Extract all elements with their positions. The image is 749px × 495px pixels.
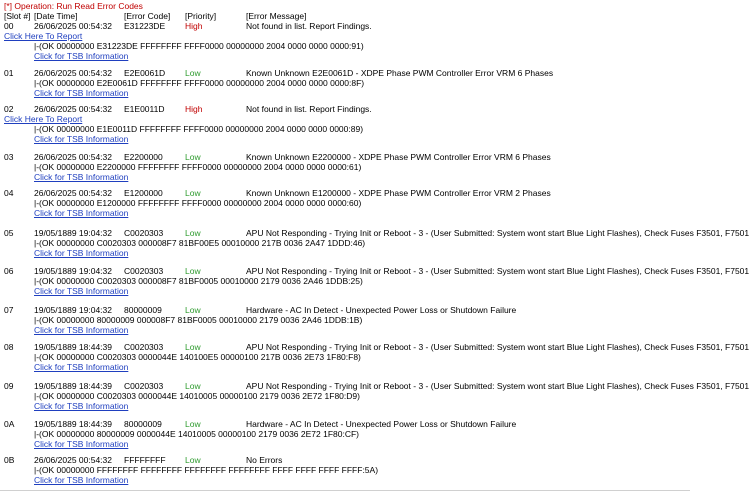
- tsb-info-link[interactable]: Click for TSB Information: [34, 134, 129, 144]
- priority-badge: Low: [185, 305, 201, 315]
- slot-number: 01: [4, 68, 14, 78]
- date-time: 19/05/1889 19:04:32: [34, 305, 112, 315]
- tsb-info-link[interactable]: Click for TSB Information: [34, 208, 129, 218]
- error-message: Not found in list. Report Findings.: [246, 21, 372, 31]
- raw-error-detail: |-(OK 00000000 E1200000 FFFFFFFF FFFF0000 00000000 2004 0000 0000 0000:60): [34, 198, 362, 208]
- error-code: 80000009: [124, 305, 162, 315]
- raw-error-detail: |-(OK 00000000 C0020303 0000044E 14010005 00000100 2179 0036 2E72 1F80:D9): [34, 391, 360, 401]
- raw-error-detail: |-(OK 00000000 E2200000 FFFFFFFF FFFF0000 00000000 2004 0000 0000 0000:61): [34, 162, 362, 172]
- raw-error-detail: |-(OK 00000000 C0020303 0000044E 140100E5 00000100 217B 0036 2E73 1F80:F8): [34, 352, 361, 362]
- error-code: C0020303: [124, 381, 164, 391]
- operation-title: [*] Operation: Run Read Error Codes: [4, 1, 143, 11]
- error-code: C0020303: [124, 342, 164, 352]
- raw-error-detail: |-(OK 00000000 E1E0011D FFFFFFFF FFFF0000 00000000 2004 0000 0000 0000:89): [34, 124, 364, 134]
- error-row: [0, 419, 690, 429]
- error-code: C0020303: [124, 266, 164, 276]
- slot-number: 06: [4, 266, 14, 276]
- slot-number: 07: [4, 305, 14, 315]
- column-headers: [0, 11, 690, 21]
- error-row: [0, 68, 690, 78]
- tsb-info-link[interactable]: Click for TSB Information: [34, 439, 129, 449]
- priority-badge: Low: [185, 419, 201, 429]
- error-message: Not found in list. Report Findings.: [246, 104, 372, 114]
- tsb-info-link[interactable]: Click for TSB Information: [34, 401, 129, 411]
- error-row: [0, 188, 690, 198]
- priority-badge: Low: [185, 228, 201, 238]
- date-time: 19/05/1889 18:44:39: [34, 419, 112, 429]
- error-message: APU Not Responding - Trying Init or Reboot - 3 - (User Submitted: System wont start Blue Light Flashes), Check Fuses F3501, F7501: [246, 381, 749, 391]
- error-row: [0, 455, 690, 465]
- error-message: APU Not Responding - Trying Init or Reboot - 3 - (User Submitted: System wont start Blue Light Flashes), Check Fuses F3501, F7501: [246, 228, 749, 238]
- tsb-info-link[interactable]: Click for TSB Information: [34, 362, 129, 372]
- error-row: [0, 381, 749, 391]
- report-link[interactable]: Click Here To Report: [4, 31, 83, 41]
- error-code: E31223DE: [124, 21, 166, 31]
- priority-badge: High: [185, 104, 203, 114]
- error-message: Known Unknown E2200000 - XDPE Phase PWM Controller Error VRM 6 Phases: [246, 152, 551, 162]
- tsb-info-link[interactable]: Click for TSB Information: [34, 248, 129, 258]
- date-time: 19/05/1889 18:44:39: [34, 381, 112, 391]
- error-row: [0, 104, 690, 114]
- error-row: [0, 266, 749, 276]
- priority-badge: Low: [185, 152, 201, 162]
- slot-number: 0B: [4, 455, 15, 465]
- slot-number: 04: [4, 188, 14, 198]
- date-time: 19/05/1889 19:04:32: [34, 228, 112, 238]
- date-time: 26/06/2025 00:54:32: [34, 455, 112, 465]
- divider: [0, 490, 690, 491]
- error-row: [0, 305, 690, 315]
- error-code: E1200000: [124, 188, 163, 198]
- tsb-info-link[interactable]: Click for TSB Information: [34, 475, 129, 485]
- header-message: [Error Message]: [246, 11, 307, 21]
- error-message: Hardware - AC In Detect - Unexpected Power Loss or Shutdown Failure: [246, 305, 517, 315]
- error-message: APU Not Responding - Trying Init or Reboot - 3 - (User Submitted: System wont start Blue Light Flashes), Check Fuses F3501, F7501: [246, 266, 749, 276]
- date-time: 26/06/2025 00:54:32: [34, 68, 112, 78]
- error-code: 80000009: [124, 419, 162, 429]
- priority-badge: Low: [185, 188, 201, 198]
- error-code: E2200000: [124, 152, 163, 162]
- slot-number: 08: [4, 342, 14, 352]
- raw-error-detail: |-(OK 00000000 80000009 000008F7 81BF0005 00010000 2179 0036 2A46 1DDB:1B): [34, 315, 363, 325]
- date-time: 19/05/1889 18:44:39: [34, 342, 112, 352]
- error-code: FFFFFFFF: [124, 455, 166, 465]
- priority-badge: Low: [185, 342, 201, 352]
- raw-error-detail: |-(OK 00000000 C0020303 000008F7 81BF0005 00010000 2179 0036 2A46 1DDB:25): [34, 276, 363, 286]
- raw-error-detail: |-(OK 00000000 E2E0061D FFFFFFFF FFFF0000 00000000 2004 0000 0000 0000:8F): [34, 78, 365, 88]
- priority-badge: Low: [185, 68, 201, 78]
- header-date: [Date Time]: [34, 11, 78, 21]
- priority-badge: Low: [185, 266, 201, 276]
- tsb-info-link[interactable]: Click for TSB Information: [34, 172, 129, 182]
- tsb-info-link[interactable]: Click for TSB Information: [34, 325, 129, 335]
- raw-error-detail: |-(OK 00000000 C0020303 000008F7 81BF00E5 00010000 217B 0036 2A47 1DDD:46): [34, 238, 366, 248]
- date-time: 26/06/2025 00:54:32: [34, 152, 112, 162]
- tsb-info-link[interactable]: Click for TSB Information: [34, 51, 129, 61]
- date-time: 26/06/2025 00:54:32: [34, 188, 112, 198]
- error-row: [0, 152, 690, 162]
- priority-badge: High: [185, 21, 203, 31]
- tsb-info-link[interactable]: Click for TSB Information: [34, 286, 129, 296]
- slot-number: 0A: [4, 419, 15, 429]
- error-message: Known Unknown E1200000 - XDPE Phase PWM Controller Error VRM 2 Phases: [246, 188, 551, 198]
- error-code: C0020303: [124, 228, 164, 238]
- priority-badge: Low: [185, 455, 201, 465]
- slot-number: 03: [4, 152, 14, 162]
- raw-error-detail: |-(OK 00000000 80000009 0000044E 14010005 00000100 2179 0036 2E72 1F80:CF): [34, 429, 360, 439]
- report-link[interactable]: Click Here To Report: [4, 114, 83, 124]
- raw-error-detail: |-(OK 00000000 FFFFFFFF FFFFFFFF FFFFFFFF FFFFFFFF FFFF FFFF FFFF FFFF:5A): [34, 465, 379, 475]
- raw-error-detail: |-(OK 00000000 E31223DE FFFFFFFF FFFF0000 00000000 2004 0000 0000 0000:91): [34, 41, 364, 51]
- tsb-info-link[interactable]: Click for TSB Information: [34, 88, 129, 98]
- error-message: APU Not Responding - Trying Init or Reboot - 3 - (User Submitted: System wont start Blue Light Flashes), Check Fuses F3501, F7501: [246, 342, 749, 352]
- error-row: [0, 342, 749, 352]
- error-message: Known Unknown E2E0061D - XDPE Phase PWM Controller Error VRM 6 Phases: [246, 68, 554, 78]
- error-message: No Errors: [246, 455, 283, 465]
- date-time: 26/06/2025 00:54:32: [34, 21, 112, 31]
- error-code: E2E0061D: [124, 68, 166, 78]
- slot-number: 00: [4, 21, 14, 31]
- slot-number: 05: [4, 228, 14, 238]
- slot-number: 09: [4, 381, 14, 391]
- header-slot: [Slot #]: [4, 11, 31, 21]
- slot-number: 02: [4, 104, 14, 114]
- header-code: [Error Code]: [124, 11, 171, 21]
- date-time: 26/06/2025 00:54:32: [34, 104, 112, 114]
- header-priority: [Priority]: [185, 11, 217, 21]
- error-message: Hardware - AC In Detect - Unexpected Power Loss or Shutdown Failure: [246, 419, 517, 429]
- priority-badge: Low: [185, 381, 201, 391]
- error-row: [0, 21, 690, 31]
- date-time: 19/05/1889 19:04:32: [34, 266, 112, 276]
- error-row: [0, 228, 749, 238]
- error-code: E1E0011D: [124, 104, 165, 114]
